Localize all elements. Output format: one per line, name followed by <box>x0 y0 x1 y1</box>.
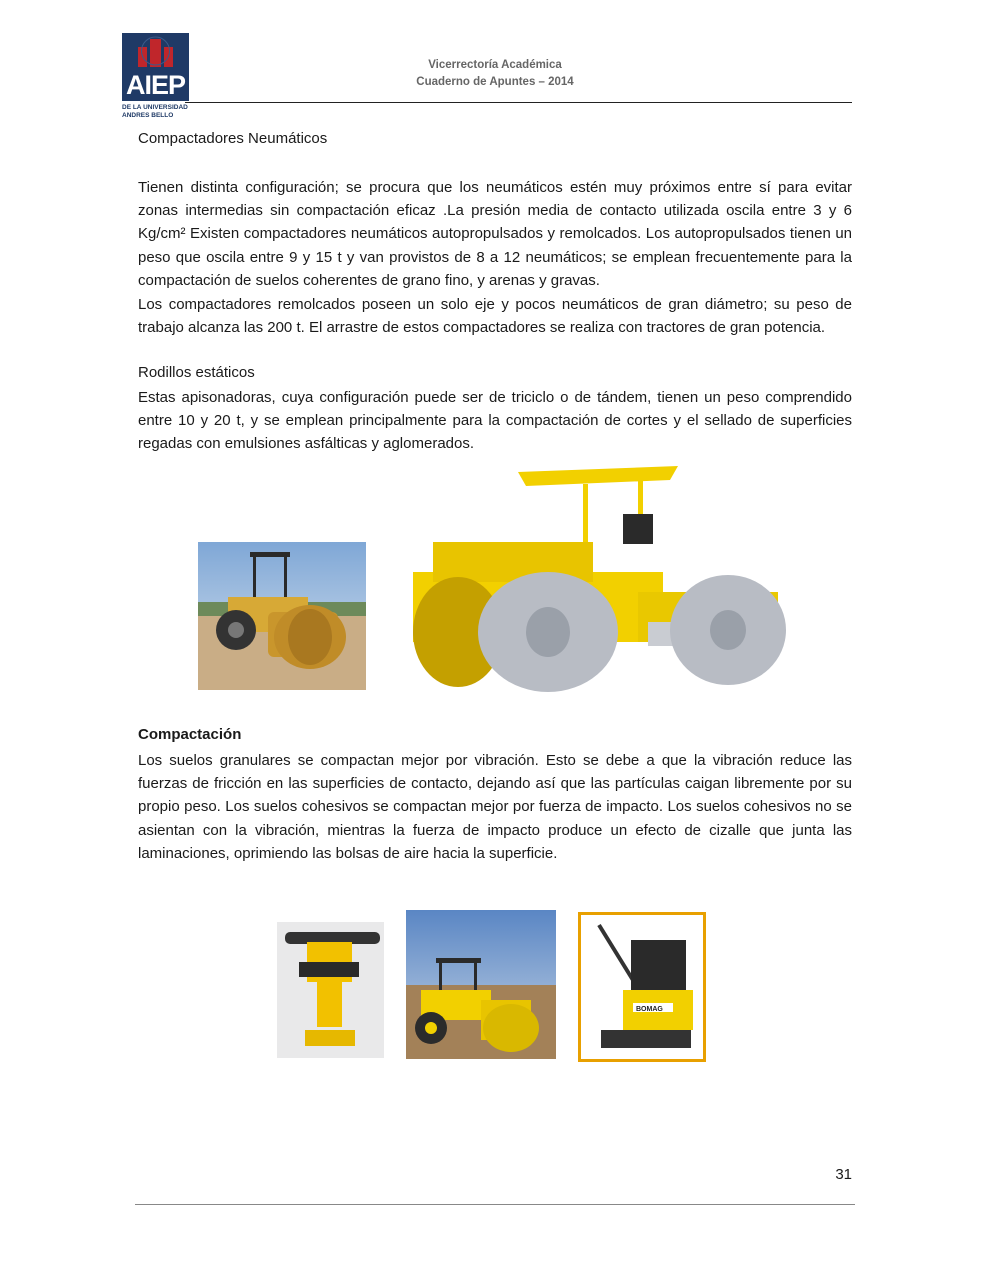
header-line-1: Vicerrectoría Académica <box>428 59 562 71</box>
paragraph-compactacion: Los suelos granulares se compactan mejor por vibración. Esto se debe a que la vibración reduce las fuerzas de fricción en las superficies de contacto, dejando así que las partículas caigan libremente por su propio peso. Los suelos cohesivos se compactan mejor por fuerza de impacto. Los suelos cohesivos no se asientan con la vibración, mientras la fuerza de impacto produce un efecto de cizalle que junta las laminaciones, oprimiendo las bolsas de aire hacia la superficie. <box>138 752 852 862</box>
logo-building-icon <box>122 33 189 71</box>
aiep-logo <box>122 33 189 119</box>
section-title-neumaticos: Compactadores Neumáticos <box>138 130 328 147</box>
photo-single-drum-roller <box>198 542 366 690</box>
paragraph-neumaticos-2: Los compactadores remolcados poseen un solo eje y pocos neumáticos de gran diámetro; su peso de trabajo alcanza las 200 t. El arrastre de estos compactadores se realiza con tractores de gran potencia. <box>138 296 852 337</box>
logo-subtitle: ANDRES BELLO <box>122 112 174 119</box>
header-rule <box>185 102 852 103</box>
footer-rule <box>135 1204 855 1205</box>
paragraph-neumaticos-1: Tienen distinta configuración; se procura que los neumáticos estén muy próximos entre sí para evitar zonas intermedias sin compactación eficaz .La presión media de contacto utilizada oscila entre 3 y 6 Kg/cm² Existen compactadores neumáticos autopropulsados y remolcados. Los autopropulsados tienen un peso que oscila entre 9 y 15 t y van provistos de 8 a 12 neumáticos; se emplean frecuentemente para la compactación de suelos coherentes de grano fino, y arenas y gravas. <box>138 179 852 289</box>
section-title-compactacion: Compactación <box>138 726 242 743</box>
section-title-rodillos: Rodillos estáticos <box>138 364 255 381</box>
plate-brand-label: BOMAG <box>636 1006 663 1013</box>
logo-subtitle: DE LA UNIVERSIDAD <box>122 104 188 111</box>
paragraph-rodillos: Estas apisonadoras, cuya configuración puede ser de triciclo o de tándem, tienen un peso comprendido entre 10 y 20 t, y se emplean principalmente para la compactación de cortes y el sellado de superficies regadas con emulsiones asfálticas y aglomerados. <box>138 389 852 453</box>
photo-vibratory-roller <box>406 910 556 1059</box>
logo-text: AIEP <box>125 70 186 100</box>
header-line-2: Cuaderno de Apuntes – 2014 <box>416 76 574 88</box>
page-number: 31 <box>835 1166 852 1183</box>
photo-rammer <box>277 922 384 1058</box>
photo-tandem-roller <box>408 462 790 695</box>
photo-plate-compactor <box>578 912 706 1062</box>
